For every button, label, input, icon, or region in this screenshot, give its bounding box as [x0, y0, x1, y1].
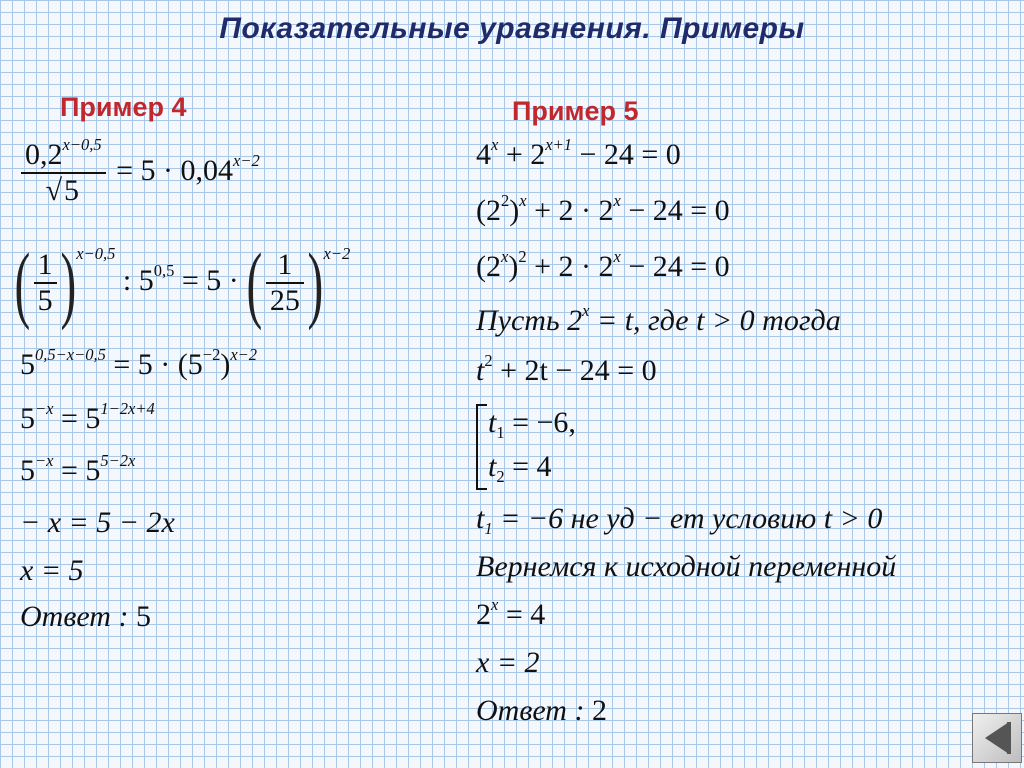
ex5-l3-c: + 2 · 2 [526, 250, 614, 283]
ex5-line-4 [476, 300, 841, 337]
ex4-line1-fraction [21, 134, 106, 207]
ex5-l2-d: − 24 = 0 [620, 194, 730, 227]
ex5-l10-a-exp: x [491, 594, 499, 614]
ex5-l1-c: − 24 = 0 [571, 138, 681, 171]
ex5-l3-b-exp: 2 [518, 246, 527, 266]
ex4-line-7: x = 5 [20, 554, 84, 587]
ex5-l2-c: + 2 · 2 [526, 194, 614, 227]
system-bracket [476, 404, 487, 490]
ex5-l2-a: (2 [476, 194, 501, 227]
ex4-l3-inner: (5 [177, 348, 203, 381]
ex5-l4-a-exp: x [582, 300, 590, 320]
ex4-l3-outer-exp: x−2 [230, 344, 258, 364]
ex5-l7-a-sub: 2 [496, 466, 505, 486]
ex5-l7-b: = 4 [504, 450, 552, 483]
ex4-line-5 [20, 450, 136, 487]
ex5-l1-b-exp: x+1 [545, 134, 572, 154]
ex4-l3-exp: 0,5−x−0,5 [35, 344, 106, 364]
ex4-l3-rhs: = 5 · [113, 348, 178, 381]
ex4-answer-label: Ответ : [20, 600, 129, 633]
slide-title: Показательные уравнения. Примеры [219, 12, 805, 45]
ex4-l1-num-exp: x−0,5 [62, 134, 102, 154]
ex5-answer-value: 2 [584, 694, 607, 727]
ex5-l6-a: t [488, 406, 497, 439]
ex4-line-1 [18, 134, 260, 207]
ex4-l2-exp1: x−0,5 [76, 243, 116, 263]
ex4-l3-base: 5 [20, 348, 35, 381]
ex5-l10-a: 2 [476, 598, 491, 631]
ex5-l8-a: t [476, 502, 485, 535]
ex5-line-7 [488, 450, 552, 486]
ex5-answer [476, 696, 607, 726]
ex5-line-2 [476, 190, 730, 227]
ex4-l5-rhs-exp: 5−2x [100, 450, 136, 470]
ex5-l3-b: ) [508, 250, 519, 283]
ex5-l2-b-exp: x [519, 190, 527, 210]
sqrt-icon: √5 [45, 174, 80, 207]
ex4-line-2 [14, 235, 351, 331]
ex5-line-1 [476, 134, 681, 171]
ex5-l1-a-exp: x [491, 134, 499, 154]
ex4-l4-rhs-exp: 1−2x+4 [100, 398, 155, 418]
left-paren-icon: ( [14, 235, 31, 331]
ex4-line-6: − x = 5 − 2x [20, 506, 175, 539]
ex4-answer-value: 5 [128, 600, 151, 633]
ex5-l5-a: t [476, 354, 485, 387]
ex4-line-4 [20, 398, 155, 435]
ex5-line-10 [476, 594, 546, 631]
ex5-l10-b: = 4 [498, 598, 546, 631]
ex5-l3-c-exp: x [613, 246, 621, 266]
ex5-line-6 [488, 406, 576, 442]
ex4-l4-lhs: 5 [20, 402, 35, 435]
ex5-l6-b: = −6, [504, 406, 576, 439]
ex4-l1-rhs-exp: x−2 [233, 150, 260, 170]
ex5-l2-b: ) [509, 194, 520, 227]
ex4-l2-frac-num: 1 [37, 248, 53, 281]
ex4-l2-frac-den: 5 [34, 282, 57, 316]
ex5-l2-c-exp: x [613, 190, 621, 210]
ex5-l5-a-exp: 2 [484, 350, 493, 370]
ex5-l3-d: − 24 = 0 [620, 250, 730, 283]
ex5-l4-b: = t, где t > 0 тогда [589, 304, 841, 337]
ex4-l5-rhs: = 5 [53, 454, 101, 487]
ex5-l3-a-exp: x [501, 246, 509, 266]
ex5-line-11: x = 2 [476, 646, 540, 679]
ex4-l4-lhs-exp: −x [35, 398, 54, 418]
ex4-l2-mid-exp: 0,5 [153, 260, 175, 280]
ex4-l1-rhs: = 5 · 0,04 [116, 153, 234, 187]
ex5-l8-b: = −6 не уд − ет условию t > 0 [492, 502, 883, 535]
ex4-l2-frac2-den: 25 [266, 282, 304, 316]
ex4-l2-frac2-num: 1 [277, 248, 293, 281]
ex4-l5-lhs-exp: −x [35, 450, 54, 470]
left-paren-icon: ( [246, 235, 263, 331]
right-paren-icon: ) [60, 235, 76, 331]
ex4-l5-lhs: 5 [20, 454, 35, 487]
right-paren-icon: ) [307, 235, 324, 331]
ex5-l7-a: t [488, 450, 497, 483]
example-4-heading: Пример 4 [60, 92, 187, 122]
ex4-l2-exp2: x−2 [323, 243, 351, 263]
return-button[interactable] [972, 713, 1022, 763]
ex4-l3-close: ) [220, 348, 231, 381]
ex5-line-9: Вернемся к исходной переменной [476, 550, 897, 583]
ex4-l1-num-base: 0,2 [25, 138, 63, 171]
ex5-line-8 [476, 502, 883, 538]
ex4-l3-inner-exp: −2 [202, 344, 221, 364]
ex4-l4-rhs: = 5 [53, 402, 101, 435]
ex4-line-3 [20, 344, 258, 381]
ex5-l4-a: Пусть 2 [476, 304, 583, 337]
return-arrow-icon [973, 714, 1021, 762]
ex4-answer [20, 602, 151, 632]
ex5-l1-b: + 2 [498, 138, 546, 171]
ex5-answer-label: Ответ : [476, 694, 585, 727]
ex5-line-3 [476, 246, 730, 283]
ex5-line-5 [476, 350, 657, 387]
example-5-heading: Пример 5 [512, 96, 639, 126]
ex5-l1-a: 4 [476, 138, 491, 171]
ex5-l3-a: (2 [476, 250, 501, 283]
ex5-l6-a-sub: 1 [496, 422, 505, 442]
ex4-l1-den: 5 [64, 174, 80, 207]
ex5-l8-a-sub: 1 [484, 518, 493, 538]
ex5-l5-b: + 2t − 24 = 0 [492, 354, 657, 387]
ex4-l2-mid: : 5 [122, 263, 154, 297]
ex5-l2-a-exp: 2 [501, 190, 510, 210]
ex4-l2-eq: = 5 · [181, 263, 239, 297]
